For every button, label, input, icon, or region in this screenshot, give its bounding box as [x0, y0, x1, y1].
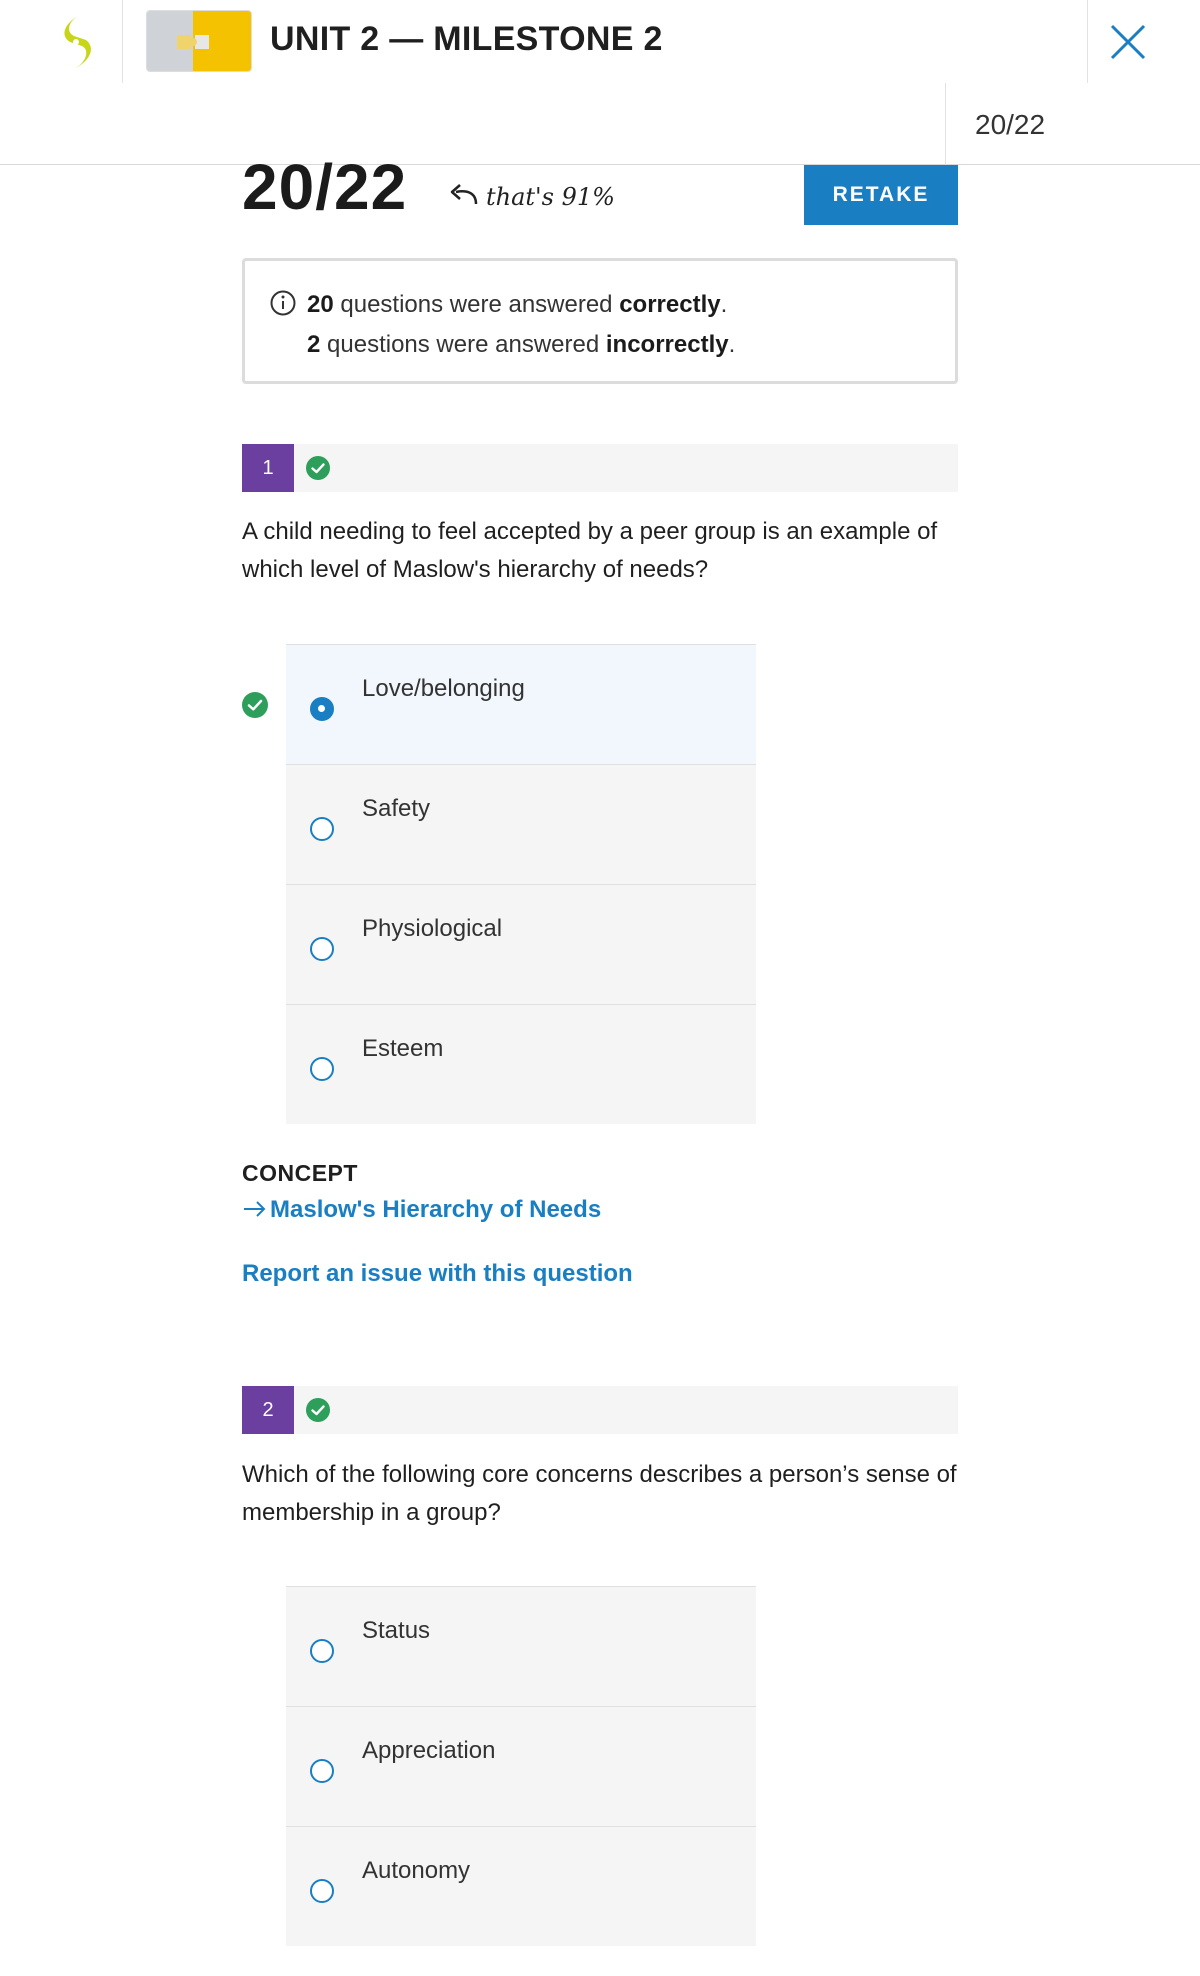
info-icon — [269, 289, 297, 317]
answer-option[interactable] — [286, 1004, 756, 1124]
answer-option[interactable] — [286, 764, 756, 884]
answer-option[interactable] — [286, 1706, 756, 1826]
result-summary — [242, 258, 958, 384]
curved-arrow-icon — [446, 182, 480, 210]
answer-option[interactable] — [286, 1586, 756, 1706]
radio-selected[interactable] — [310, 697, 334, 721]
answer-option-label: Love/belonging — [362, 675, 525, 702]
summary-incorrect-line: 2 questions were answered incorrectly. — [307, 331, 736, 358]
answer-options — [286, 644, 756, 1124]
answer-option[interactable] — [286, 1826, 756, 1946]
top-header — [0, 0, 1200, 83]
radio-unselected[interactable] — [310, 1639, 334, 1663]
radio-unselected[interactable] — [310, 817, 334, 841]
retake-button[interactable]: RETAKE — [804, 165, 958, 225]
score-subheader — [0, 83, 1200, 165]
answer-option-label: Status — [362, 1617, 431, 1644]
answer-options — [286, 1586, 756, 1946]
radio-unselected[interactable] — [310, 1759, 334, 1783]
answer-option-label: Esteem — [362, 1035, 444, 1062]
close-icon[interactable] — [1100, 14, 1156, 70]
summary-correct-line: 20 questions were answered correctly. — [307, 291, 728, 318]
puzzle-icon — [177, 31, 217, 53]
unit-title: UNIT 2 — MILESTONE 2 — [270, 20, 663, 58]
correct-check-icon — [306, 1398, 330, 1422]
radio-unselected[interactable] — [310, 1879, 334, 1903]
arrow-right-icon — [242, 1199, 268, 1219]
answer-option-label: Autonomy — [362, 1857, 471, 1884]
percent-note: that's 91% — [486, 183, 615, 211]
header-divider-right — [1087, 0, 1088, 83]
report-issue-link[interactable]: Report an issue with this question — [242, 1260, 633, 1287]
unit-thumbnail — [146, 10, 252, 72]
answer-option[interactable] — [286, 884, 756, 1004]
radio-unselected[interactable] — [310, 1057, 334, 1081]
answer-option-label: Safety — [362, 795, 431, 822]
subheader-score: 20/22 — [975, 109, 1046, 140]
answer-option[interactable] — [286, 644, 756, 764]
question-header — [242, 1386, 958, 1434]
radio-unselected[interactable] — [310, 937, 334, 961]
concept-label: CONCEPT — [242, 1160, 358, 1186]
header-divider — [122, 0, 123, 83]
sophia-logo-icon[interactable] — [56, 14, 96, 70]
answer-option-label: Appreciation — [362, 1737, 496, 1764]
question-text: Which of the following core concerns describes a person’s sense of membership in a group? — [242, 1461, 957, 1526]
concept-link-text[interactable]: Maslow's Hierarchy of Needs — [270, 1196, 602, 1223]
question-header — [242, 444, 958, 492]
correct-answer-check-icon — [242, 692, 268, 718]
correct-check-icon — [306, 456, 330, 480]
answer-option-label: Physiological — [362, 915, 503, 942]
question-text: A child needing to feel accepted by a peer group is an example of which level of Maslow's hierarchy of needs? — [242, 518, 938, 583]
concept-link[interactable] — [242, 1196, 601, 1224]
question-number-badge: 2 — [242, 1386, 294, 1434]
final-score: 20/22 — [242, 151, 408, 223]
subheader-divider — [945, 83, 946, 165]
question-number-badge: 1 — [242, 444, 294, 492]
